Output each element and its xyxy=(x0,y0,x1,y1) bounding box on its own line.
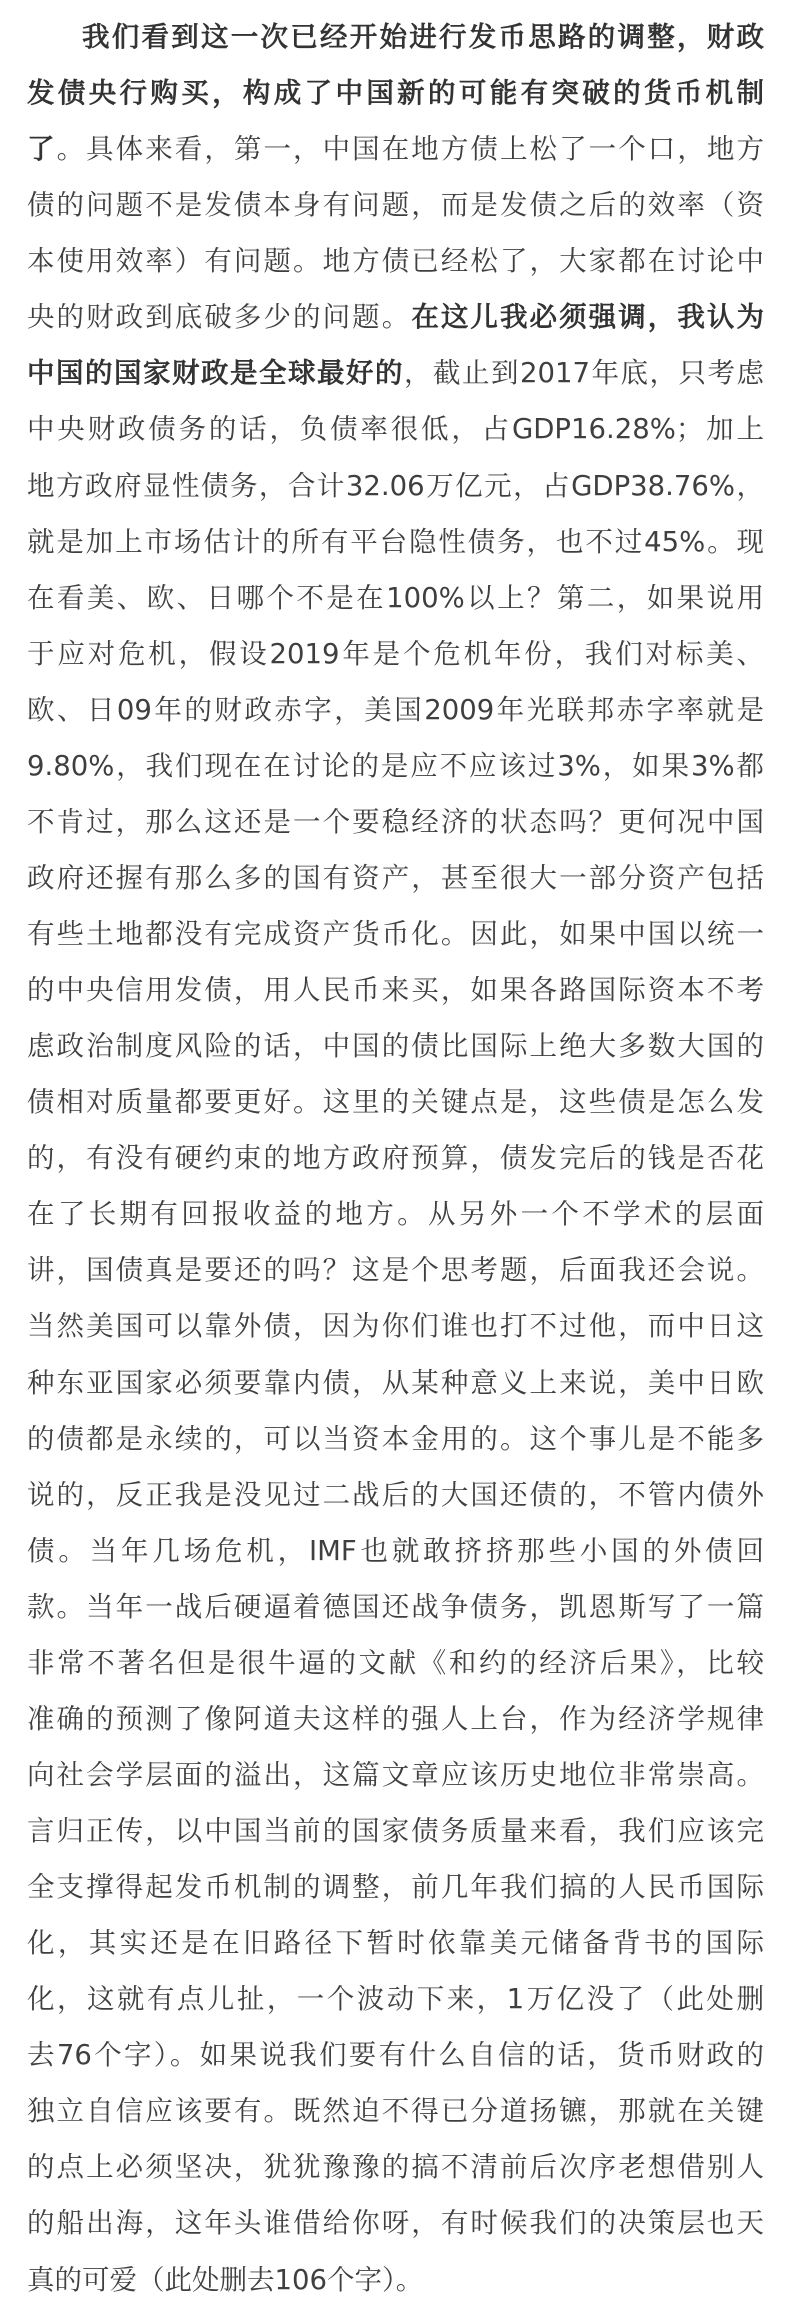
paragraph-line xyxy=(27,514,764,570)
bold-text-segment: 了 xyxy=(27,133,57,166)
text-segment: 种东亚国家必须要靠内债，从某种意义上来说，美中日欧 xyxy=(27,1366,764,1399)
bold-text-segment: 我们看到这一次已经开始进行发币思路的调整，财政 xyxy=(82,21,764,53)
paragraph-line xyxy=(27,289,764,345)
paragraph-line xyxy=(27,2083,764,2139)
bold-text-segment: 发债央行购买，构成了中国新的可能有突破的货币机制 xyxy=(27,77,764,110)
text-segment: 化，其实还是在旧路径下暂时依靠美元储备背书的国际 xyxy=(27,1927,764,1960)
text-segment: 的中央信用发债，用人民币来买，如果各路国际资本不考 xyxy=(27,974,764,1007)
paragraph-line xyxy=(27,2027,764,2083)
paragraph-line xyxy=(27,1018,764,1074)
paragraph-line xyxy=(27,1635,764,1691)
text-segment: 政府还握有那么多的国有资产，甚至很大一部分资产包括 xyxy=(27,861,764,894)
paragraph-line xyxy=(27,345,764,401)
text-segment: 向社会学层面的溢出，这篇文章应该历史地位非常崇高。 xyxy=(27,1758,764,1791)
paragraph-line xyxy=(27,738,764,794)
text-segment: 款。当年一战后硬逼着德国还战争债务，凯恩斯写了一篇 xyxy=(27,1590,764,1623)
text-segment: 欧、日09年的财政赤字，美国2009年光联邦赤字率就是 xyxy=(27,693,764,726)
paragraph-line xyxy=(27,1298,764,1354)
paragraph-line xyxy=(27,962,764,1018)
text-segment: 就是加上市场估计的所有平台隐性债务，也不过45%。现 xyxy=(27,525,764,558)
article-body xyxy=(27,9,764,2308)
text-segment: 9.80%，我们现在在讨论的是应不应该过3%，如果3%都 xyxy=(27,749,764,782)
paragraph-line xyxy=(27,1859,764,1915)
paragraph-line xyxy=(27,1355,764,1411)
paragraph-line xyxy=(27,1411,764,1467)
text-segment: 的船出海，这年头谁借给你呀，有时候我们的决策层也天 xyxy=(27,2207,764,2240)
paragraph-line xyxy=(27,121,764,177)
text-segment: 准确的预测了像阿道夫这样的强人上台，作为经济学规律 xyxy=(27,1702,764,1735)
text-segment: 当然美国可以靠外债，因为你们谁也打不过他，而中日这 xyxy=(27,1310,764,1343)
paragraph-line xyxy=(27,2195,764,2251)
paragraph-line xyxy=(27,1971,764,2027)
text-segment: 讲，国债真是要还的吗？这是个思考题，后面我还会说。 xyxy=(27,1254,764,1287)
text-segment: ，截止到2017年底，只考虑 xyxy=(404,357,764,390)
text-segment: 全支撑得起发币机制的调整，前几年我们搞的人民币国际 xyxy=(27,1871,764,1904)
text-segment: 不肯过，那么这还是一个要稳经济的状态吗？更何况中国 xyxy=(27,805,764,838)
paragraph-line xyxy=(27,1915,764,1971)
paragraph-line xyxy=(27,794,764,850)
paragraph-line xyxy=(27,2252,764,2308)
paragraph-line xyxy=(27,1186,764,1242)
text-segment: 真的可爱（此处删去106个字）。 xyxy=(27,2263,424,2296)
text-segment: 央的财政到底破多少的问题。 xyxy=(27,301,412,334)
text-segment: 债的问题不是发债本身有问题，而是发债之后的效率（资 xyxy=(27,189,764,222)
text-segment: 于应对危机，假设2019年是个危机年份，我们对标美、 xyxy=(27,637,764,670)
text-segment: 化，这就有点儿扯，一个波动下来，1万亿没了（此处删 xyxy=(27,1983,764,2016)
paragraph-line xyxy=(27,906,764,962)
paragraph-line xyxy=(27,626,764,682)
text-segment: 中央财政债务的话，负债率很低，占GDP16.28%；加上 xyxy=(27,413,764,446)
text-segment: 在看美、欧、日哪个不是在100%以上？第二，如果说用 xyxy=(27,581,764,614)
text-segment: 本使用效率）有问题。地方债已经松了，大家都在讨论中 xyxy=(27,245,764,278)
paragraph-line xyxy=(27,1467,764,1523)
paragraph-line xyxy=(27,570,764,626)
paragraph-line xyxy=(27,1523,764,1579)
text-segment: 在了长期有回报收益的地方。从另外一个不学术的层面 xyxy=(27,1198,764,1231)
text-segment: 独立自信应该要有。既然迫不得已分道扬镳，那就在关键 xyxy=(27,2095,764,2128)
paragraph-line xyxy=(27,682,764,738)
paragraph-line xyxy=(27,1691,764,1747)
paragraph-line xyxy=(27,177,764,233)
bold-text-segment: 在这儿我必须强调，我认为 xyxy=(411,301,764,334)
text-segment: 虑政治制度风险的话，中国的债比国际上绝大多数大国的 xyxy=(27,1030,764,1063)
text-segment: 非常不著名但是很牛逼的文献《和约的经济后果》，比较 xyxy=(27,1646,764,1679)
paragraph-line xyxy=(27,1074,764,1130)
text-segment: 有些土地都没有完成资产货币化。因此，如果中国以统一 xyxy=(27,918,764,950)
paragraph-line xyxy=(27,1747,764,1803)
paragraph-line xyxy=(27,458,764,514)
paragraph-line xyxy=(27,401,764,457)
paragraph-line xyxy=(27,1130,764,1186)
bold-text-segment: 中国的国家财政是全球最好的 xyxy=(27,357,404,390)
paragraph-line xyxy=(27,2139,764,2195)
paragraph-line xyxy=(27,9,764,65)
text-segment: 的点上必须坚决，犹犹豫豫的搞不清前后次序老想借别人 xyxy=(27,2151,764,2184)
paragraph-line xyxy=(27,850,764,906)
text-segment: 去76个字）。如果说我们要有什么自信的话，货币财政的 xyxy=(27,2039,764,2072)
paragraph-line xyxy=(27,1579,764,1635)
text-segment: 言归正传，以中国当前的国家债务质量来看，我们应该完 xyxy=(27,1815,764,1847)
text-segment: 说的，反正我是没见过二战后的大国还债的，不管内债外 xyxy=(27,1478,764,1511)
text-segment: 债相对质量都要更好。这里的关键点是，这些债是怎么发 xyxy=(27,1086,764,1119)
text-segment: 债。当年几场危机，IMF也就敢挤挤那些小国的外债回 xyxy=(27,1534,764,1567)
paragraph-line xyxy=(27,65,764,121)
text-segment: 地方政府显性债务，合计32.06万亿元，占GDP38.76%， xyxy=(27,469,764,502)
text-segment: 。具体来看，第一，中国在地方债上松了一个口，地方 xyxy=(56,133,764,166)
paragraph-line xyxy=(27,233,764,289)
text-segment: 的，有没有硬约束的地方政府预算，债发完后的钱是否花 xyxy=(27,1142,764,1175)
paragraph-line xyxy=(27,1242,764,1298)
text-segment: 的债都是永续的，可以当资本金用的。这个事儿是不能多 xyxy=(27,1422,764,1455)
paragraph-line xyxy=(27,1803,764,1859)
